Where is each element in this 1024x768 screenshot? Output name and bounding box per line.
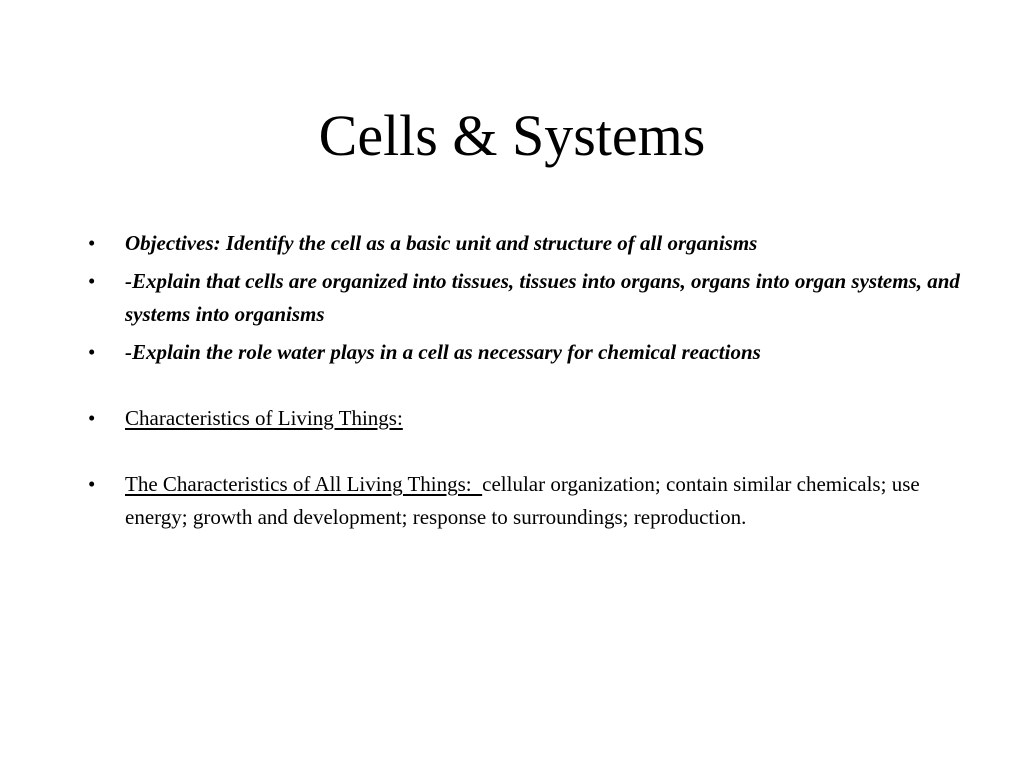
bullet-dot-icon: • [88,406,96,430]
bullet-text: Characteristics of Living Things: [125,406,403,430]
bullet-dot-icon: • [88,340,96,364]
bullet-item-organization [84,265,964,331]
bullet-dot-icon: • [88,472,96,496]
bullet-item-objectives [84,227,964,260]
bullet-text: -Explain that cells are organized into tissues, tissues into organs, organs into organ systems, and systems into organisms [125,269,960,326]
bullet-list [84,227,964,539]
bullet-item-characteristics-heading [84,402,964,435]
bullet-text: cellular organization; contain similar chemicals; use energy; growth and development; response to surroundings; reproduction. [125,472,920,529]
bullet-dot-icon: • [88,231,96,255]
slide-title: Cells & Systems [318,103,706,168]
bullet-item-water-role [84,336,964,369]
bullet-item-characteristics-list [84,468,964,534]
bullet-text: -Explain the role water plays in a cell as necessary for chemical reactions [125,340,761,364]
bullet-text: Objectives: Identify the cell as a basic unit and structure of all organisms [125,231,758,255]
bullet-dot-icon: • [88,269,96,293]
bullet-underlined-lead: The Characteristics of All Living Things: [125,472,483,496]
